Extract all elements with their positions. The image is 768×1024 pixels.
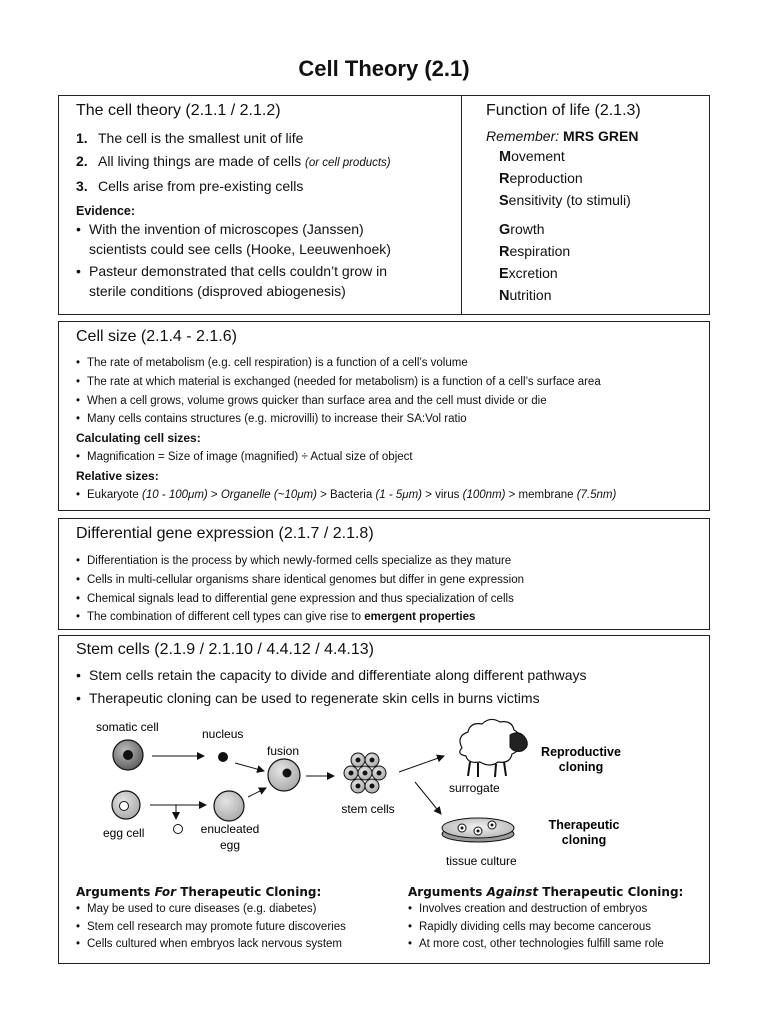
life-function: Sensitivity (to stimuli): [499, 192, 631, 209]
list-item: • The rate of metabolism (e.g. cell respiration) is a function of a cell’s volume: [76, 354, 701, 373]
list-item: • Therapeutic cloning can be used to regenerate skin cells in burns victims: [76, 689, 701, 709]
life-function: Reproduction: [499, 170, 583, 187]
page-title: Cell Theory (2.1): [298, 56, 470, 81]
list-item: • Cells in multi-cellular organisms share identical genomes but differ in gene expression: [76, 571, 701, 590]
divider: [461, 96, 462, 314]
relative-sizes-label: Relative sizes:: [76, 468, 159, 483]
evidence-item: • Pasteur demonstrated that cells couldn’t grow in sterile conditions (disproved abiogenesis): [76, 262, 411, 301]
list-item: • The combination of different cell types can give rise to emergent properties: [76, 608, 701, 627]
calc-label: Calculating cell sizes:: [76, 431, 201, 446]
stem-cells-section: [76, 641, 701, 708]
cell-theory-section: [76, 102, 456, 301]
stem-cells-label: stem cells: [341, 802, 395, 816]
cell-theory-points: [76, 127, 456, 198]
arguments-against-list: [408, 901, 683, 954]
list-item: • Involves creation and destruction of embryos: [408, 901, 683, 919]
mnemonic-group-2: [499, 219, 706, 307]
functions-section: [486, 102, 706, 307]
cell-theory-heading: The cell theory (2.1.1 / 2.1.2): [76, 102, 281, 119]
list-item: • When a cell grows, volume grows quicker than surface area and the cell must divide or die: [76, 392, 701, 411]
list-item: • Magnification = Size of image (magnified) ÷ Actual size of object: [76, 448, 701, 467]
calc-list: [76, 448, 701, 467]
gene-expression-section: [76, 525, 701, 627]
list-item: • Many cells contains structures (e.g. microvilli) to increase their SA:Vol ratio: [76, 410, 701, 429]
arguments-against: [408, 885, 683, 954]
list-item: • Rapidly dividing cells may become cancerous: [408, 919, 683, 937]
cell-size-list: [76, 354, 701, 429]
cell-size-box: [58, 321, 710, 511]
life-function: Excretion: [499, 265, 558, 282]
evidence-item: • With the invention of microscopes (Janssen) scientists could see cells (Hooke, Leeuwenhoek): [76, 220, 411, 259]
arguments-for-list: [76, 901, 346, 954]
cell-size-section: [76, 328, 701, 504]
enucleated-label: enucleated: [200, 822, 260, 836]
therapeutic-cloning-label-2: cloning: [561, 833, 607, 847]
list-item: • Chemical signals lead to differential gene expression and thus specialization of cells: [76, 590, 701, 609]
cell-size-heading: Cell size (2.1.4 - 2.1.6): [76, 328, 237, 345]
life-function: Respiration: [499, 243, 571, 260]
relative-sizes: • Eukaryote (10 - 100μm) > Organelle (~10μm) > Bacteria (1 - 5μm) > virus (100nm) > membrane (7.5nm): [76, 486, 701, 505]
list-item: • May be used to cure diseases (e.g. diabetes): [76, 901, 346, 919]
reproductive-cloning-label-2: cloning: [558, 760, 604, 774]
cell-theory-box: [58, 95, 710, 315]
list-item: • The rate at which material is exchanged (needed for metabolism) is a function of a cell’s surface area: [76, 373, 701, 392]
arguments-for: [76, 885, 346, 954]
theory-point: 3. Cells arise from pre-existing cells: [76, 178, 304, 194]
reproductive-cloning-label: Reproductive: [541, 745, 621, 759]
somatic-cell-label: somatic cell: [96, 720, 159, 734]
evidence-list: [76, 220, 411, 301]
relative-sizes-list: [76, 486, 701, 505]
stem-cells-heading: Stem cells (2.1.9 / 2.1.10 / 4.4.12 / 4.4.13): [76, 641, 374, 658]
arguments-against-heading: Arguments Against Therapeutic Cloning:: [408, 885, 684, 899]
list-item: • Stem cell research may promote future discoveries: [76, 919, 346, 937]
enucleated-egg-label: egg: [219, 838, 241, 852]
nucleus-label: nucleus: [202, 727, 244, 741]
therapeutic-cloning-label: Therapeutic: [548, 818, 620, 832]
list-item: • Stem cells retain the capacity to divide and differentiate along different pathways: [76, 666, 701, 686]
gene-expression-list: [76, 552, 701, 627]
life-function: Movement: [499, 148, 565, 165]
list-item: • Differentiation is the process by which newly-formed cells specialize as they mature: [76, 552, 701, 571]
remember-label: Remember:: [486, 128, 560, 144]
theory-point: 1. The cell is the smallest unit of life: [76, 130, 304, 146]
gene-expression-heading: Differential gene expression (2.1.7 / 2.1.8): [76, 525, 374, 542]
list-item: • Cells cultured when embryos lack nervous system: [76, 936, 346, 954]
mnemonic: MRS GREN: [563, 128, 639, 144]
tissue-culture-label: tissue culture: [446, 854, 517, 868]
surrogate-label: surrogate: [449, 781, 500, 795]
arguments-for-heading: Arguments For Therapeutic Cloning:: [76, 885, 322, 899]
stem-cells-list: [76, 666, 701, 708]
evidence-label: Evidence:: [76, 204, 136, 218]
list-item: • At more cost, other technologies fulfill same role: [408, 936, 683, 954]
theory-point: 2. All living things are made of cells (or cell products): [76, 153, 391, 169]
life-function: Nutrition: [499, 287, 552, 304]
gene-expression-box: [58, 518, 710, 630]
fusion-label: fusion: [267, 744, 300, 758]
egg-cell-label: egg cell: [103, 826, 145, 840]
functions-heading: Function of life (2.1.3): [486, 102, 641, 119]
mnemonic-line: [486, 128, 706, 144]
life-function: Growth: [499, 221, 545, 238]
mnemonic-group-1: [499, 146, 706, 212]
